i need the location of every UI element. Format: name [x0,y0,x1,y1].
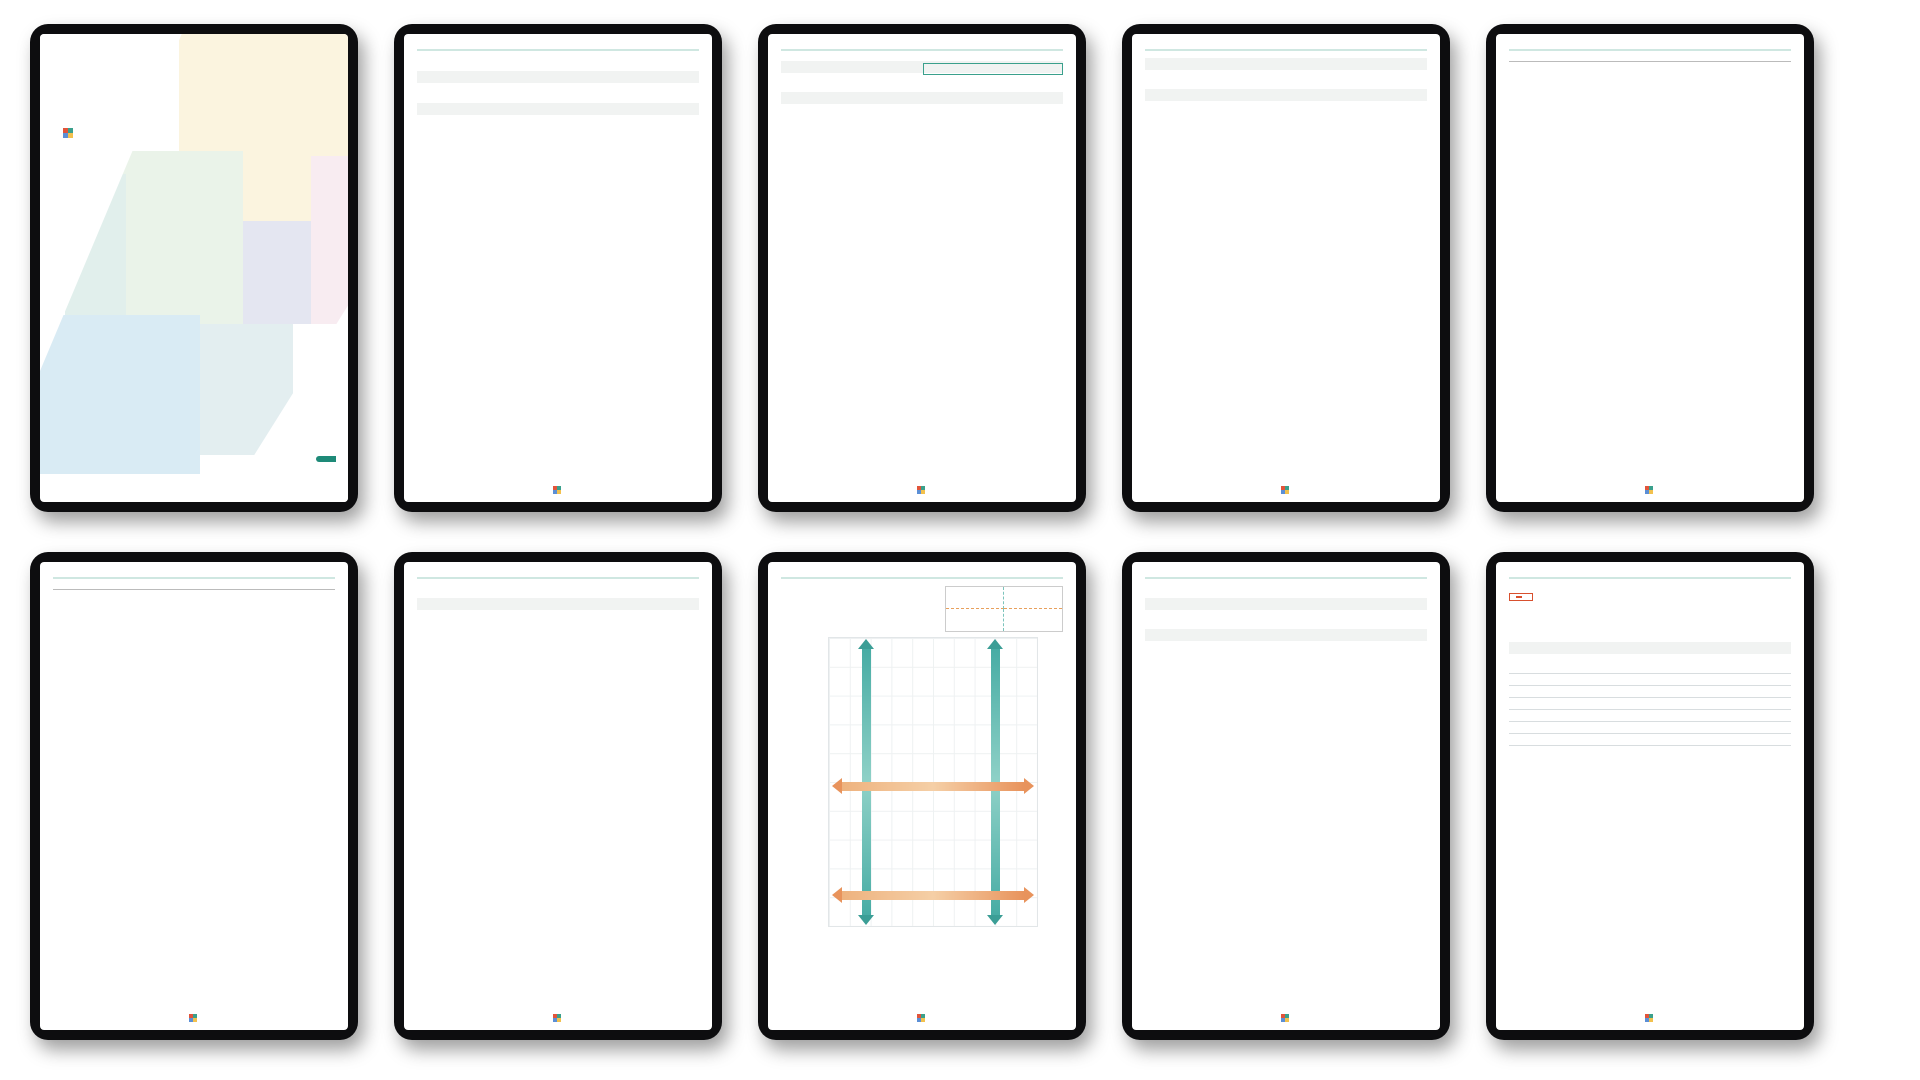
zone-labels [1573,610,1791,620]
stress-notes [1509,642,1791,654]
page-header [1145,574,1427,579]
footer-logo [1132,1014,1440,1023]
footer-logo [1496,486,1804,495]
example-box [923,62,1063,75]
page-job-match-1 [1486,24,1814,512]
page-stress [1486,552,1814,1040]
stress-page [1496,562,1804,1030]
advice-box [417,598,699,610]
brand-logo-icon [1281,1014,1289,1022]
brand-logo-icon [553,1014,561,1022]
brand-logo-icon [917,486,925,494]
page-traits-2 [1122,24,1450,512]
cover-shape-blue [40,315,200,474]
axis-header [417,585,699,594]
match2-page [40,562,348,1030]
quadrant-plot [828,637,1038,927]
patent-badge [316,456,336,462]
axis-ticks-bottom [1573,627,1791,634]
horizontal-arrow-middle [841,782,1025,791]
table-header [1509,57,1791,62]
quadrant-legend [945,586,1063,633]
communication-section [417,58,699,83]
brand-logo-icon [1281,486,1289,494]
footer-logo [1496,1014,1804,1023]
page-traits-1 [758,24,1086,512]
brand-logo-icon [189,1014,197,1022]
page-distribution [758,552,1086,1040]
footer-logo [1132,486,1440,495]
page-header [1509,46,1791,51]
footer-logo [768,1014,1076,1023]
page-summary [1122,552,1450,1040]
brand-logo-icon [1645,486,1653,494]
page-header [1509,574,1791,579]
axis-header [781,76,1063,85]
axis-ticks-top [1573,620,1791,627]
page-header [417,46,699,51]
advice-box [781,92,1063,104]
footer-logo [768,486,1076,495]
footer-logo [40,1014,348,1023]
summary-page [1132,562,1440,1030]
axis-header [1145,73,1427,82]
brand-logo [63,128,76,140]
page-header [1145,46,1427,51]
horizontal-arrow-bottom [841,891,1025,900]
strengths-box [1145,598,1427,610]
ability-page [404,34,712,502]
page-header [781,46,1063,51]
match-legend [1639,64,1791,65]
cover-page [40,34,348,502]
axis-header [417,90,699,99]
footer-logo [404,1014,712,1023]
brand-logo-icon [917,1014,925,1022]
advice-box [1145,89,1427,101]
distribution-page [768,562,1076,1030]
axis-header [1145,104,1427,113]
page-header [417,574,699,579]
traits1-page [768,34,1076,502]
brand-logo-icon [1645,1014,1653,1022]
quadrant-chart [806,637,1038,937]
example-inner [923,63,1063,75]
footer-logo [404,486,712,495]
legend-bottom-left [946,609,1004,631]
legend-top-left [946,587,1004,609]
cover-shape-pink [311,156,348,324]
page-header [781,574,1063,579]
advice-box [417,103,699,115]
brand-logo-icon [63,128,73,138]
legend-top-right [1004,587,1062,609]
traits2-page [1132,34,1440,502]
warning-chip [1516,596,1522,598]
legend-bottom-right [1004,609,1062,631]
warning-banner [1509,593,1533,601]
advice-box [1145,58,1427,70]
issues-box [1145,629,1427,641]
page-cover [30,24,358,512]
page-job-match-2 [30,552,358,1040]
page-header [53,574,335,579]
axis-header [417,58,699,67]
page-ability-values [394,24,722,512]
table-header [53,585,335,590]
stress-chart [1573,610,1791,634]
axis-header [781,107,1063,116]
selfmanagement-section [417,90,699,115]
advice-box [417,71,699,83]
memo-lines [1509,662,1791,754]
match1-page [1496,34,1804,502]
brand-logo-icon [553,486,561,494]
derailment-page [404,562,712,1030]
page-derailment [394,552,722,1040]
quadrant-legend-grid [945,586,1063,632]
